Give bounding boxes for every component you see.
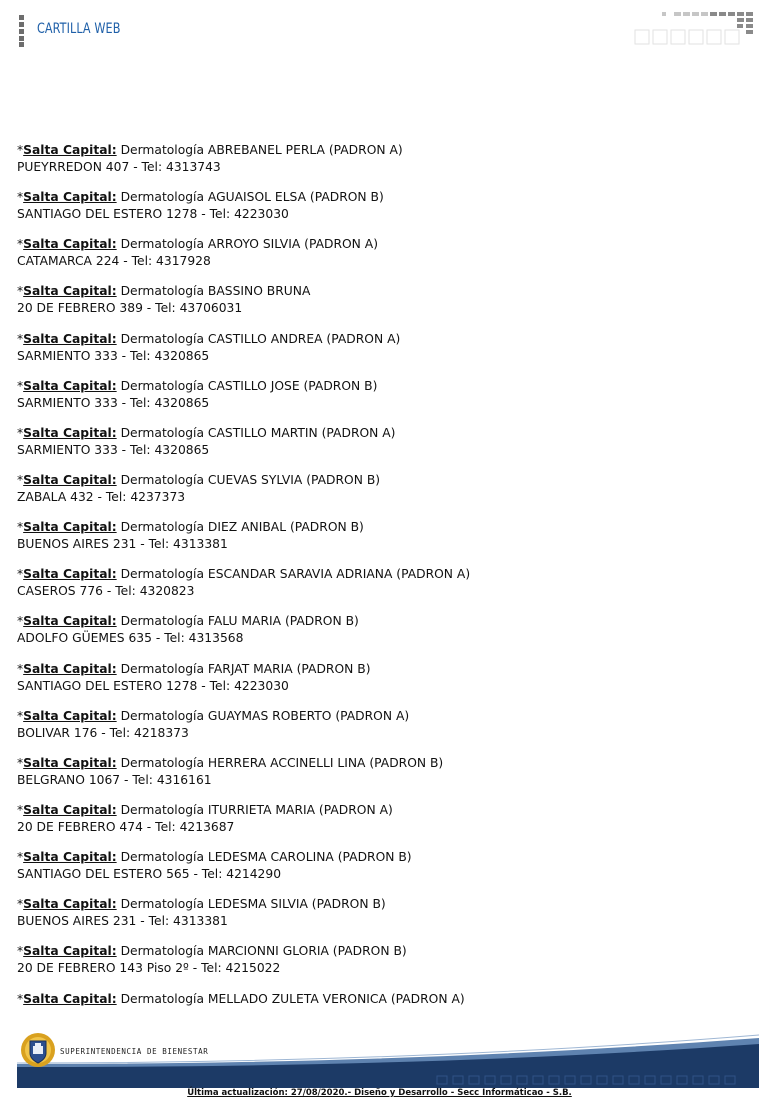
entry-specialty: Dermatología: [120, 284, 204, 299]
list-item: [17, 283, 737, 330]
footer-band: [17, 1030, 759, 1088]
entry-title-line: *Salta Capital: Dermatología CASTILLO MARTIN (PADRON A): [17, 425, 396, 440]
list-item: [17, 519, 737, 566]
entry-title-line: *Salta Capital: Dermatología ESCANDAR SARAVIA ADRIANA (PADRON A): [17, 567, 471, 582]
list-item: [17, 331, 737, 378]
entry-specialty: Dermatología: [120, 190, 204, 205]
list-item: [17, 802, 737, 849]
entry-city: Salta Capital:: [23, 472, 117, 487]
list-item: [17, 472, 737, 519]
entry-provider-name: ABREBANEL PERLA (PADRON A): [207, 143, 403, 157]
list-item: [17, 189, 737, 236]
entry-title-line: *Salta Capital: Dermatología LEDESMA SILVIA (PADRON B): [17, 897, 386, 912]
entry-city: Salta Capital:: [23, 944, 117, 959]
police-shield-logo-icon: [20, 1032, 56, 1068]
entry-city: Salta Capital:: [23, 614, 117, 629]
entry-address: 20 DE FEBRERO 143 Piso 2º - Tel: 4215022: [17, 961, 281, 976]
entry-address: BUENOS AIRES 231 - Tel: 4313381: [17, 537, 228, 552]
entry-city: Salta Capital:: [23, 661, 117, 676]
footer-update-note: Última actualización: 27/08/2020.- Diseño y Desarrollo - Secc Informáticao - S.B.: [187, 1088, 572, 1098]
entry-address: PUEYRREDON 407 - Tel: 4313743: [17, 160, 221, 174]
entry-title-line: *Salta Capital: Dermatología MELLADO ZULETA VERONICA (PADRON A): [17, 991, 465, 1006]
entry-title-line: *Salta Capital: Dermatología GUAYMAS ROBERTO (PADRON A): [17, 708, 410, 723]
entry-address: SANTIAGO DEL ESTERO 565 - Tel: 4214290: [17, 867, 282, 882]
entry-title-line: *Salta Capital: Dermatología LEDESMA CAROLINA (PADRON B): [17, 850, 412, 865]
header-pixel-decoration-icon: [633, 10, 759, 48]
entry-provider-name: ESCANDAR SARAVIA ADRIANA (PADRON A): [207, 567, 471, 582]
list-item: [17, 566, 737, 613]
entry-specialty: Dermatología: [120, 520, 204, 535]
entry-title-line: *Salta Capital: Dermatología FALU MARIA (PADRON B): [17, 614, 359, 629]
entry-address: SANTIAGO DEL ESTERO 1278 - Tel: 4223030: [17, 207, 289, 222]
entry-title-line: *Salta Capital: Dermatología AGUAISOL ELSA (PADRON B): [17, 190, 384, 205]
entry-specialty: Dermatología: [120, 425, 204, 440]
footer-org-name: SUPERINTENDENCIA DE BIENESTAR: [60, 1047, 209, 1056]
entry-address: ZABALA 432 - Tel: 4237373: [17, 489, 186, 504]
entry-provider-name: DIEZ ANIBAL (PADRON B): [207, 520, 364, 535]
entry-specialty: Dermatología: [120, 567, 204, 582]
entry-provider-name: ARROYO SILVIA (PADRON A): [207, 237, 378, 252]
entry-provider-name: MARCIONNI GLORIA (PADRON B): [207, 944, 407, 959]
entry-provider-name: ITURRIETA MARIA (PADRON A): [207, 802, 393, 817]
entry-city: Salta Capital:: [23, 284, 117, 299]
entry-title-line: *Salta Capital: Dermatología ARROYO SILVIA (PADRON A): [17, 237, 378, 252]
entry-address: BOLIVAR 176 - Tel: 4218373: [17, 725, 189, 740]
entry-address: SANTIAGO DEL ESTERO 1278 - Tel: 4223030: [17, 678, 289, 693]
entry-title-line: *Salta Capital: Dermatología MARCIONNI GLORIA (PADRON B): [17, 944, 407, 959]
entry-address: 20 DE FEBRERO 389 - Tel: 43706031: [17, 301, 243, 316]
list-item: [17, 378, 737, 425]
entry-address: CASEROS 776 - Tel: 4320823: [17, 584, 195, 599]
entry-city: Salta Capital:: [23, 331, 117, 346]
entry-provider-name: CASTILLO MARTIN (PADRON A): [207, 425, 396, 440]
entry-provider-name: FALU MARIA (PADRON B): [207, 614, 359, 629]
entry-specialty: Dermatología: [120, 661, 204, 676]
entry-provider-name: AGUAISOL ELSA (PADRON B): [207, 190, 384, 205]
entry-provider-name: CUEVAS SYLVIA (PADRON B): [207, 472, 381, 487]
entry-specialty: Dermatología: [120, 614, 204, 629]
entry-provider-name: MELLADO ZULETA VERONICA (PADRON A): [207, 991, 465, 1006]
entry-city: Salta Capital:: [23, 190, 117, 205]
entry-provider-name: LEDESMA SILVIA (PADRON B): [207, 897, 386, 912]
entry-specialty: Dermatología: [120, 331, 204, 346]
entry-city: Salta Capital:: [23, 520, 117, 535]
entry-address: SARMIENTO 333 - Tel: 4320865: [17, 442, 210, 457]
entry-title-line: *Salta Capital: Dermatología CASTILLO ANDREA (PADRON A): [17, 331, 401, 346]
entry-title-line: *Salta Capital: Dermatología HERRERA ACCINELLI LINA (PADRON B): [17, 755, 444, 770]
entry-specialty: Dermatología: [120, 143, 204, 157]
entry-address: SARMIENTO 333 - Tel: 4320865: [17, 348, 210, 363]
entry-provider-name: CASTILLO JOSE (PADRON B): [207, 378, 378, 393]
entry-provider-name: LEDESMA CAROLINA (PADRON B): [207, 850, 412, 865]
provider-list: [17, 142, 737, 1038]
entry-title-line: *Salta Capital: Dermatología BASSINO BRUNA: [17, 284, 311, 299]
entry-specialty: Dermatología: [120, 378, 204, 393]
entry-specialty: Dermatología: [120, 897, 204, 912]
entry-specialty: Dermatología: [120, 472, 204, 487]
entry-specialty: Dermatología: [120, 802, 204, 817]
entry-city: Salta Capital:: [23, 897, 117, 912]
entry-address: BUENOS AIRES 231 - Tel: 4313381: [17, 914, 228, 929]
entry-provider-name: FARJAT MARIA (PADRON B): [207, 661, 371, 676]
entry-title-line: *Salta Capital: Dermatología DIEZ ANIBAL (PADRON B): [17, 520, 364, 535]
entry-city: Salta Capital:: [23, 143, 117, 157]
entry-address: ADOLFO GÜEMES 635 - Tel: 4313568: [17, 631, 244, 646]
entry-provider-name: CASTILLO ANDREA (PADRON A): [207, 331, 401, 346]
entry-title-line: *Salta Capital: Dermatología CUEVAS SYLVIA (PADRON B): [17, 472, 381, 487]
entry-city: Salta Capital:: [23, 755, 117, 770]
entry-city: Salta Capital:: [23, 425, 117, 440]
entry-specialty: Dermatología: [120, 850, 204, 865]
entry-provider-name: HERRERA ACCINELLI LINA (PADRON B): [207, 755, 444, 770]
list-item: [17, 708, 737, 755]
entry-city: Salta Capital:: [23, 850, 117, 865]
entry-title-line: *Salta Capital: Dermatología ABREBANEL PERLA (PADRON A): [17, 143, 403, 157]
entry-specialty: Dermatología: [120, 944, 204, 959]
entry-specialty: Dermatología: [120, 708, 204, 723]
entry-specialty: Dermatología: [120, 991, 204, 1006]
entry-address: CATAMARCA 224 - Tel: 4317928: [17, 254, 211, 269]
list-item: [17, 849, 737, 896]
entry-provider-name: BASSINO BRUNA: [207, 284, 311, 299]
entry-specialty: Dermatología: [120, 237, 204, 252]
list-item: [17, 943, 737, 990]
entry-specialty: Dermatología: [120, 755, 204, 770]
entry-city: Salta Capital:: [23, 991, 117, 1006]
entry-city: Salta Capital:: [23, 802, 117, 817]
entry-address: 20 DE FEBRERO 474 - Tel: 4213687: [17, 819, 235, 834]
entry-provider-name: GUAYMAS ROBERTO (PADRON A): [207, 708, 410, 723]
list-item: [17, 613, 737, 660]
list-item: [17, 425, 737, 472]
entry-address: SARMIENTO 333 - Tel: 4320865: [17, 395, 210, 410]
entry-address: BELGRANO 1067 - Tel: 4316161: [17, 772, 212, 787]
entry-city: Salta Capital:: [23, 708, 117, 723]
page-title: CARTILLA WEB: [37, 21, 121, 37]
entry-city: Salta Capital:: [23, 237, 117, 252]
list-item: [17, 142, 737, 189]
entry-title-line: *Salta Capital: Dermatología FARJAT MARIA (PADRON B): [17, 661, 371, 676]
list-item: [17, 896, 737, 943]
entry-title-line: *Salta Capital: Dermatología ITURRIETA MARIA (PADRON A): [17, 802, 393, 817]
list-item: [17, 755, 737, 802]
list-item: [17, 661, 737, 708]
entry-title-line: *Salta Capital: Dermatología CASTILLO JOSE (PADRON B): [17, 378, 378, 393]
entry-city: Salta Capital:: [23, 567, 117, 582]
list-item: [17, 236, 737, 283]
entry-city: Salta Capital:: [23, 378, 117, 393]
